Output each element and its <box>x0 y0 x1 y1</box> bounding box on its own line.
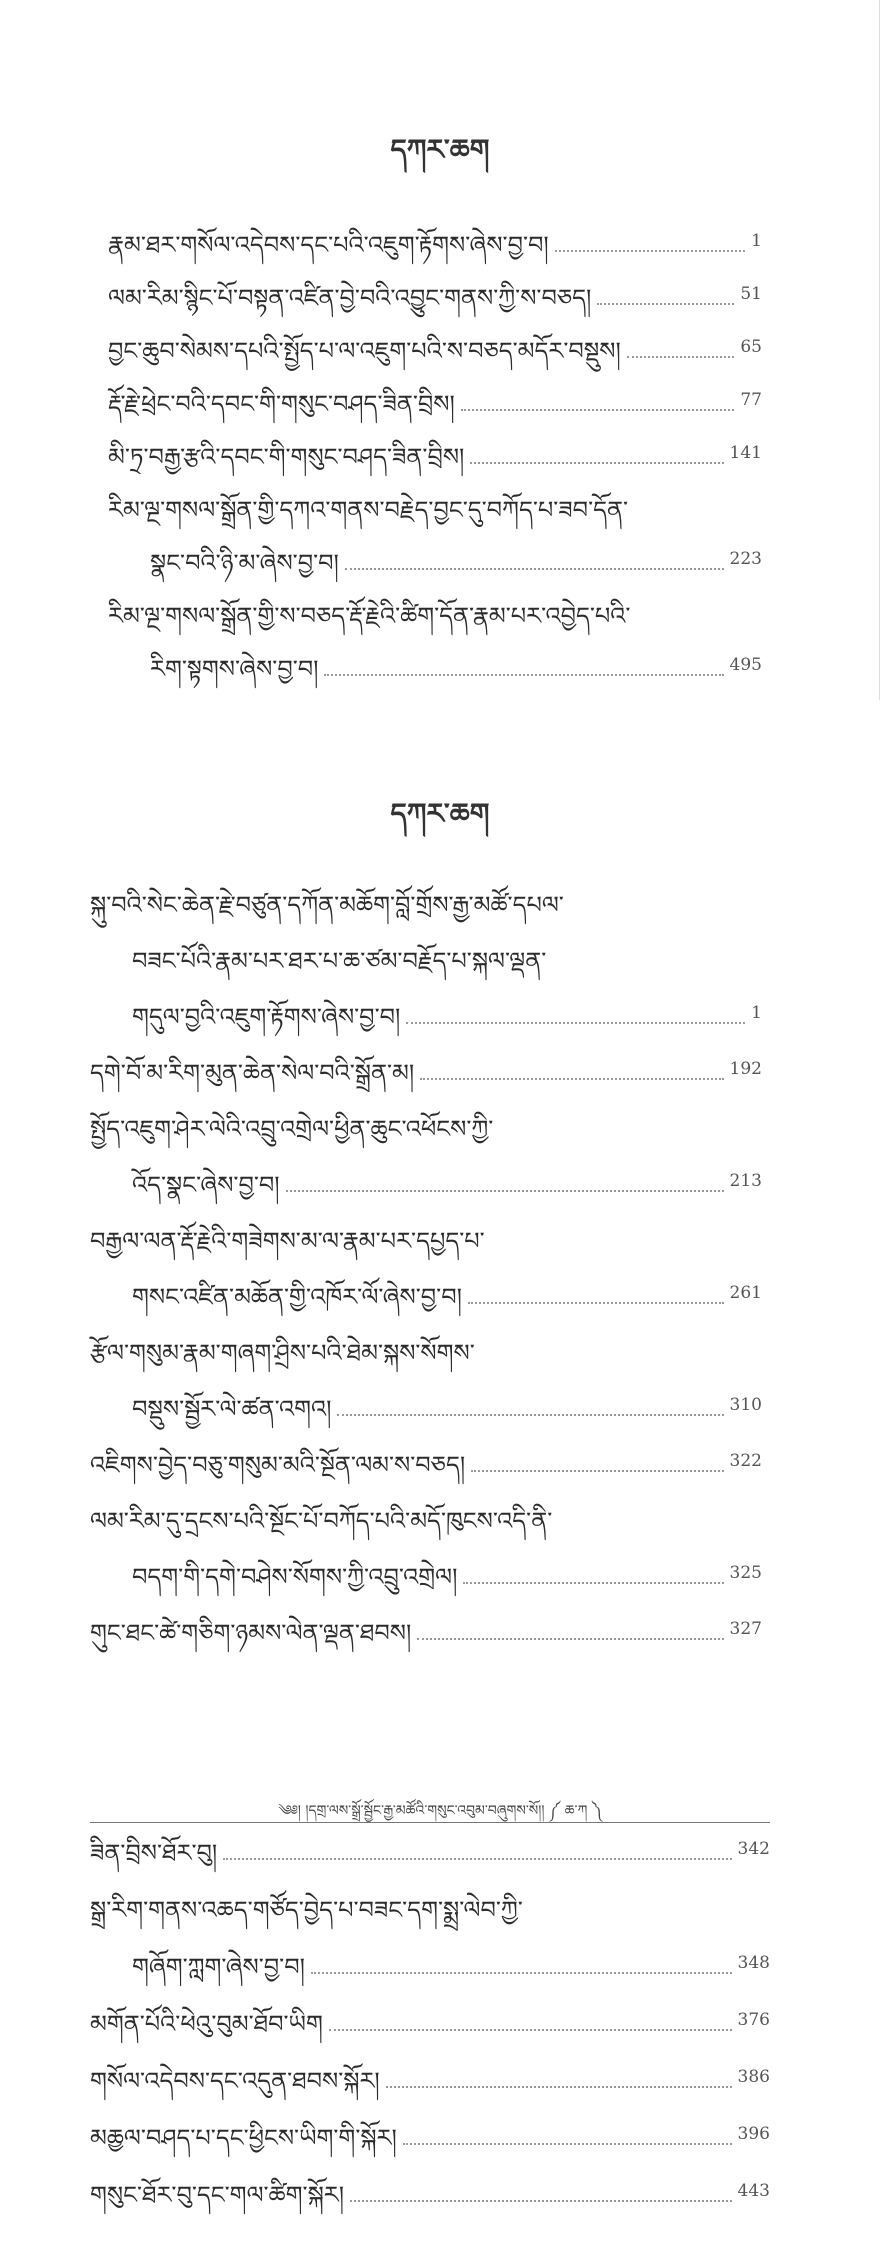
toc-entry-title: མི་ཏྲ་བརྒྱ་རྩའི་དབང་གི་གསུང་བཤད་ཟིན་བྲིས། <box>108 443 465 471</box>
toc-entry <box>90 1440 762 1480</box>
toc-entry-title: རྣམ་ཐར་གསོལ་འདེབས་དང་པའི་འཇུག་རྟོགས་ཞེས་བྱ་བ། <box>108 231 549 259</box>
page-number: 261 <box>729 1283 762 1303</box>
page-number: 342 <box>737 1839 770 1859</box>
page-number: 192 <box>729 1059 762 1079</box>
page-number: 443 <box>737 2181 770 2201</box>
toc-entry-line: སྐུ་བའི་སེང་ཆེན་རྗེ་བཙུན་དཀོན་མཆོག་བློ་གྲོས་རྒྱ་མཚོ་དཔལ་ <box>90 891 564 919</box>
dot-leader <box>417 1638 723 1640</box>
dot-leader <box>350 2200 731 2202</box>
page-number: 348 <box>737 1953 770 1973</box>
toc-entry-line: རིམ་ལྔ་གསལ་སྒྲོན་གྱི་ས་བཅད་རྡོ་རྗེའི་ཚིག་དོན་རྣམ་པར་འབྱེད་པའི་ <box>108 602 631 630</box>
toc-entry-title: ཟིན་བྲིས་ཐོར་བུ། <box>90 1839 218 1867</box>
toc-entry-title: རིག་སྟགས་ཞེས་བྱ་བ། <box>150 655 319 683</box>
dot-leader <box>470 462 723 464</box>
toc-entry <box>90 2056 770 2096</box>
toc-entry-line: བརྒྱལ་ལན་རྡོ་རྗེའི་གཟེགས་མ་ལ་རྣམ་པར་དཔྱད་པ་ <box>90 1227 485 1255</box>
page-number: 213 <box>729 1171 762 1191</box>
page-number: 77 <box>740 390 762 410</box>
toc-entry-title: གཞོག་ཀླག་ཞེས་བྱ་བ། <box>132 1953 305 1981</box>
toc-entry-title: སྣང་བའི་ཉི་མ་ཞེས་བྱ་བ། <box>150 549 339 577</box>
toc-entry <box>132 1160 762 1200</box>
toc-entry <box>150 644 762 684</box>
toc-entry <box>132 992 762 1032</box>
toc-entry-title: འཇིགས་བྱེད་བཅུ་གསུམ་མའི་སྔོན་ལམ་ས་བཅད། <box>90 1451 466 1479</box>
toc-entry <box>132 1384 762 1424</box>
toc-entry-title: ལམ་རིམ་སྙིང་པོ་བསྟན་འཛིན་བྱེ་བའི་འབྱུང་གནས་ཀྱི་ས་བཅད། <box>108 284 592 312</box>
toc-entry-title: བསྡུས་སྦྱོར་ལེ་ཚན་འགའ། <box>132 1395 332 1423</box>
dot-leader <box>627 356 735 358</box>
page-number: 396 <box>737 2124 770 2144</box>
page-number: 310 <box>729 1395 762 1415</box>
page-number: 141 <box>729 443 762 463</box>
toc-entry <box>108 220 762 260</box>
page-number: 223 <box>729 549 762 569</box>
dot-leader <box>597 303 734 305</box>
page-number: 51 <box>740 284 762 304</box>
dot-leader <box>463 1582 723 1584</box>
toc-entry <box>90 1048 762 1088</box>
toc-entry <box>132 1942 770 1982</box>
dot-leader <box>324 674 723 676</box>
toc-entry-title: གུང་ཐང་ཚེ་གཅིག་ཉམས་ལེན་ལྡན་ཐབས། <box>90 1619 412 1647</box>
toc-entry-line: རྩོལ་གསུམ་རྣམ་གཞག་ཤྲིས་པའི་ཐེམ་སྐས་སོགས་ <box>90 1339 475 1367</box>
toc1-title: དཀར་ཆག <box>390 133 490 166</box>
toc-entry <box>90 1999 770 2039</box>
toc-entry <box>90 1828 770 1868</box>
toc-entry <box>108 379 762 419</box>
page-number: 65 <box>740 337 762 357</box>
toc-entry-title: འོད་སྣང་ཞེས་བྱ་བ། <box>132 1171 280 1199</box>
page-number: 376 <box>737 2010 770 2030</box>
toc-entry-title: བྱང་ཆུབ་སེམས་དཔའི་སྤྱོད་པ་ལ་འཇུག་པའི་ས་བཅད་མདོར་བསྡུས། <box>108 337 621 365</box>
page-number: 386 <box>737 2067 770 2087</box>
toc-entry-line: བཟང་པོའི་རྣམ་པར་ཐར་པ་ཆ་ཙམ་བརྗོད་པ་སྐལ་ལྡན་ <box>132 947 547 975</box>
page-number: 495 <box>729 655 762 675</box>
toc-entry-title: གདུལ་བྱའི་འཇུག་རྟོགས་ཞེས་བྱ་བ། <box>132 1003 401 1031</box>
toc-entry <box>132 1272 762 1312</box>
toc-entry <box>90 2170 770 2210</box>
dot-leader <box>386 2086 732 2088</box>
dot-leader <box>468 1302 724 1304</box>
toc-entry-line: ལམ་རིམ་དུ་དྲངས་པའི་སྔོང་པོ་བཀོད་པའི་མདོ་ཁུངས་འདི་ནི་ <box>90 1507 553 1535</box>
page-number: 327 <box>729 1619 762 1639</box>
dot-leader <box>286 1190 724 1192</box>
toc3-header: ༄༅། །དགྲ་ལས་སྒྲོ་སྦྱོང་རྒྱ་མཚོའི་གསུང་འབུམ་བཞུགས་སོ།། ༼ ཆ་ཀ ༽ <box>278 1803 602 1819</box>
toc-entry-line: རིམ་ལྔ་གསལ་སྒྲོན་གྱི་དཀའ་གནས་བརྗེད་བྱང་དུ་བཀོད་པ་ཟབ་དོན་ <box>108 496 629 524</box>
toc2-title: དཀར་ཆག <box>390 797 490 830</box>
toc-entry-title: བདག་གི་དགེ་བཤེས་སོགས་ཀྱི་འབྲུ་འགྲེལ། <box>132 1563 458 1591</box>
toc-entry-title: གསང་འཛིན་མཆོན་གྱི་འཁོར་ལོ་ཞེས་བྱ་བ། <box>132 1283 462 1311</box>
dot-leader <box>555 250 745 252</box>
toc-entry-title: གསོལ་འདེབས་དང་འདུན་ཐབས་སྐོར། <box>90 2067 380 2095</box>
dot-leader <box>406 1022 745 1024</box>
toc-entry <box>90 1608 762 1648</box>
dot-leader <box>461 409 735 411</box>
page-number: 322 <box>729 1451 762 1471</box>
toc-entry <box>132 1552 762 1592</box>
toc-entry <box>150 538 762 578</box>
dot-leader <box>329 2029 732 2031</box>
toc-entry-line: སྒྲ་རིག་གནས་འཆད་གཙོད་བྱེད་པ་བཟང་དག་སྨྲ་ལེབ་ཀྱི་ <box>90 1896 523 1924</box>
toc-entry-line: སྤྱོད་འཇུག་ཤེར་ལེའི་འབྲུ་འགྲེལ་ཕྱིན་ཆུང་འཕོངས་ཀྱི་ <box>90 1115 494 1143</box>
toc-entry-title: གསུང་ཐོར་བུ་དང་གལ་ཚིག་སྐོར། <box>90 2181 345 2209</box>
page-number: 1 <box>751 231 762 251</box>
dot-leader <box>311 1972 732 1974</box>
toc-entry-title: མགོན་པོའི་ཕེའུ་བུམ་ཐོབ་ཡིག <box>90 2010 323 2038</box>
toc-entry <box>108 326 762 366</box>
toc-entry <box>108 432 762 472</box>
toc-entry-title: མཆྱལ་བཤད་པ་དང་ཕྱིངས་ཡིག་གི་སྐོར། <box>90 2124 397 2152</box>
dot-leader <box>337 1414 723 1416</box>
page-number: 325 <box>729 1563 762 1583</box>
toc-entry-title: རྡོ་རྗེ་ཕྲེང་བའི་དབང་གི་གསུང་བཤད་ཟིན་བྲིས། <box>108 390 455 418</box>
dot-leader <box>223 1858 731 1860</box>
page-number: 1 <box>751 1003 762 1023</box>
toc-entry-title: དགེ་བོ་མ་རིག་མུན་ཆེན་སེལ་བའི་སྒྲོན་མ། <box>90 1059 415 1087</box>
dot-leader <box>420 1078 723 1080</box>
header-rule <box>90 1822 770 1823</box>
dot-leader <box>403 2143 732 2145</box>
dot-leader <box>471 1470 723 1472</box>
dot-leader <box>345 568 724 570</box>
toc-entry <box>108 273 762 313</box>
toc-entry <box>90 2113 770 2153</box>
